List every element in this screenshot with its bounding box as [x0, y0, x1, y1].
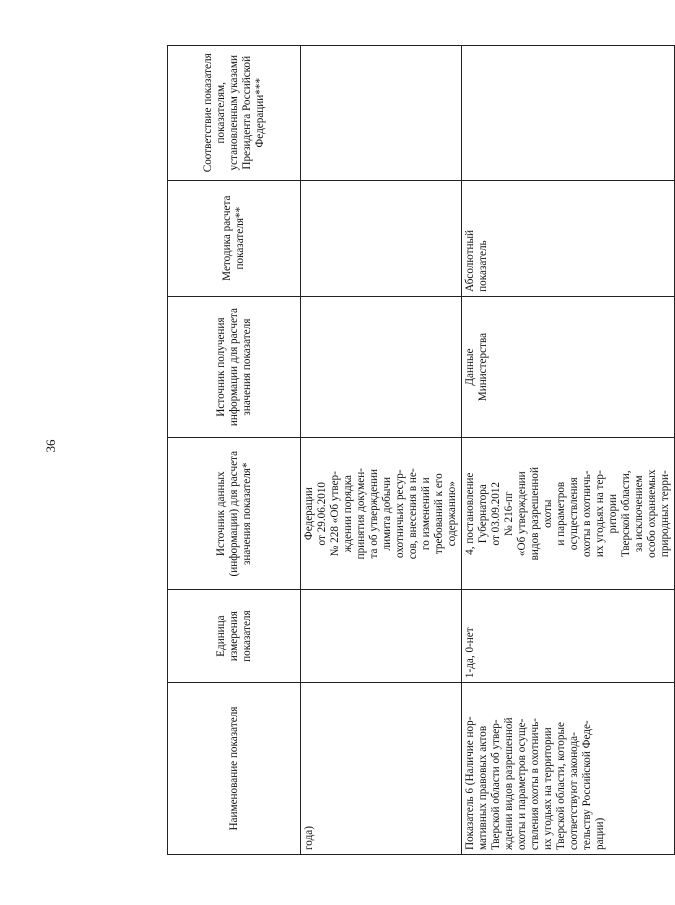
cell-compliance [301, 46, 462, 181]
cell-name: года) [301, 683, 462, 855]
header-indicator-name: Наименование показателя [168, 683, 301, 855]
table-header-row [168, 46, 301, 855]
table-row [301, 46, 462, 855]
cell-name: Показатель 6 (Наличие нор- мативных правовых актов Тверской области об утвер- ждении видов разрешенной охоты и параметров осуще- ствления охоты в охотничь- их угодьях на территории Тверской области, которые соответствуют законода- тельству Российской Феде- рации) [462, 683, 675, 855]
indicator-table [167, 45, 675, 855]
header-method: Методика расчета показателя** [168, 180, 301, 296]
cell-source-info [301, 296, 462, 438]
table-row [462, 46, 675, 855]
cell-source-data: Федерации от 29.06.2010 № 228 «Об утвер- ждении порядка принятия докумен- та об утверждении лимита добычи охотничьих ресур- сов, внесения в не- го изменений и требований к его содержанию» [301, 438, 462, 590]
cell-source-data: 4, постановление Губернатора от 03.09.2012 № 216-пг «Об утверждении видов разрешенной охоты и параметров осуществления охоты в охотничь- их угодьях на тер- ритории Тверской области, за исключением особо охраняемых природных терри- [462, 438, 675, 590]
header-data-source: Источник данных (информации) для расчета значения показателя* [168, 438, 301, 590]
cell-source-info: Данные Министерства [462, 296, 675, 438]
page-number: 36 [43, 439, 58, 453]
cell-unit [301, 590, 462, 683]
cell-unit: 1-да, 0-нет [462, 590, 675, 683]
rotated-table-frame [167, 45, 671, 855]
cell-method: Абсолютный показатель [462, 180, 675, 296]
cell-method [301, 180, 462, 296]
header-unit: Единица измерения показателя [168, 590, 301, 683]
cell-compliance [462, 46, 675, 181]
header-compliance: Соответствие показателя показателям, установленным указами Президента Российской Федерации*** [168, 46, 301, 181]
header-info-source: Источник получения информации для расчета значения показателя [168, 296, 301, 438]
